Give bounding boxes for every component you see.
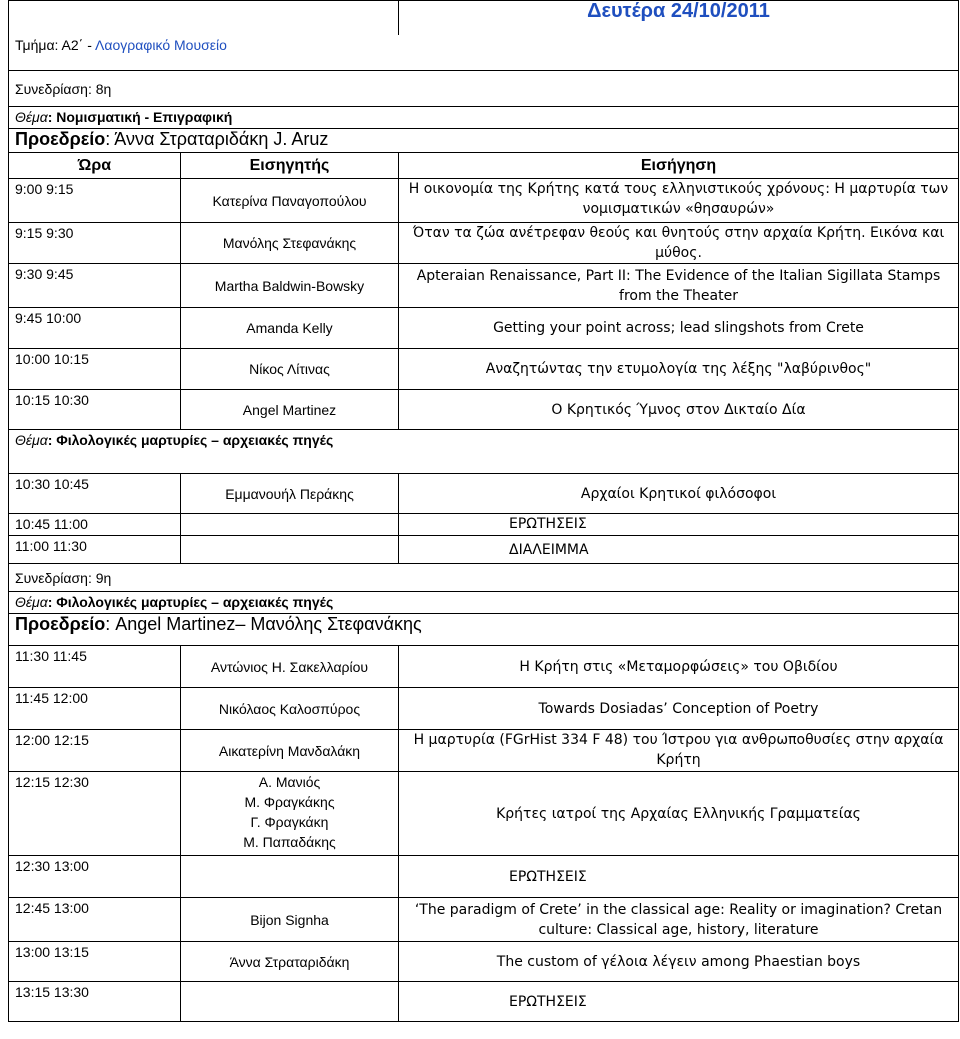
col-talk: Εισήγηση: [399, 153, 959, 179]
table-row: 11:45 12:00 Νικόλαος Καλοσπύρος Towards Dosiadas’ Conception of Poetry: [9, 688, 959, 730]
table-row: 12:45 13:00 Bijon Signha ‘The paradigm of Crete’ in the classical age: Reality or imagination? Cretan culture: Classical age, history, literature: [9, 898, 959, 942]
session8-chair: Προεδρείο: Άννα Στραταριδάκη J. Aruz: [9, 129, 959, 153]
table-row: 13:00 13:15 Άννα Στραταριδάκη The custom of γέλοια λέγειν among Phaestian boys: [9, 942, 959, 982]
table-row: 10:15 10:30 Angel Martinez Ο Κρητικός Ύμνος στον Δικταίο Δία: [9, 390, 959, 430]
table-row: 9:30 9:45 Martha Baldwin-Bowsky Apteraian Renaissance, Part II: The Evidence of the Italian Sigillata Stamps from the Theater: [9, 264, 959, 308]
theme2: Θέμα: Φιλολογικές μαρτυρίες – αρχειακές πηγές: [9, 430, 959, 474]
session8-label: Συνεδρίαση: 8η: [9, 71, 959, 107]
table-row: 9:45 10:00 Amanda Kelly Getting your point across; lead slingshots from Crete: [9, 308, 959, 349]
col-time: Ώρα: [9, 153, 181, 179]
section-line: [9, 35, 959, 71]
table-row: 11:00 11:30 ΔΙΑΛΕΙΜΜΑ: [9, 536, 959, 564]
session9-label: Συνεδρίαση: 9η: [9, 564, 959, 592]
section-label: Τμήμα: Α2΄ -: [15, 36, 96, 53]
table-row: 10:00 10:15 Νίκος Λίτινας Αναζητώντας την ετυμολογία της λέξης "λαβύρινθος": [9, 349, 959, 390]
table-row: 11:30 11:45 Αντώνιος Η. Σακελλαρίου Η Κρήτη στις «Μεταμορφώσεις» του Οβιδίου: [9, 646, 959, 688]
session8-theme: Θέμα: Νομισματική - Επιγραφική: [9, 107, 959, 129]
col-speaker: Εισηγητής: [181, 153, 399, 179]
table-row: 13:15 13:30 ΕΡΩΤΗΣΕΙΣ: [9, 982, 959, 1022]
program-table: [8, 0, 959, 1022]
table-row: 9:00 9:15 Κατερίνα Παναγοπούλου Η οικονομία της Κρήτης κατά τους ελληνιστικούς χρόνους: Η μαρτυρία των νομισματικών «θησαυρών»: [9, 179, 959, 223]
table-row: 12:00 12:15 Αικατερίνη Μανδαλάκη Η μαρτυρία (FGrHist 334 F 48) του Ίστρου για ανθρωποθυσίες στην αρχαία Κρήτη: [9, 730, 959, 772]
table-row: 10:45 11:00 ΕΡΩΤΗΣΕΙΣ: [9, 514, 959, 536]
table-row: 12:15 12:30 Α. Μανιός Μ. Φραγκάκης Γ. Φραγκάκη Μ. Παπαδάκης Κρήτες ιατροί της Αρχαίας Ελληνικής Γραμματείας: [9, 772, 959, 856]
session9-theme: Θέμα: Φιλολογικές μαρτυρίες – αρχειακές πηγές: [9, 592, 959, 614]
section-venue: Λαογραφικό Μουσείο: [95, 36, 227, 53]
date-title: Δευτέρα 24/10/2011: [399, 1, 959, 35]
table-row: 12:30 13:00 ΕΡΩΤΗΣΕΙΣ: [9, 856, 959, 898]
table-row: 9:15 9:30 Μανόλης Στεφανάκης Όταν τα ζώα ανέτρεφαν θεούς και θνητούς στην αρχαία Κρήτη. Εικόνα και μύθος.: [9, 223, 959, 264]
table-row: 10:30 10:45 Εμμανουήλ Περάκης Αρχαίοι Κρητικοί φιλόσοφοι: [9, 474, 959, 514]
session9-chair: Προεδρείο: Angel Martinez– Μανόλης Στεφανάκης: [9, 614, 959, 646]
